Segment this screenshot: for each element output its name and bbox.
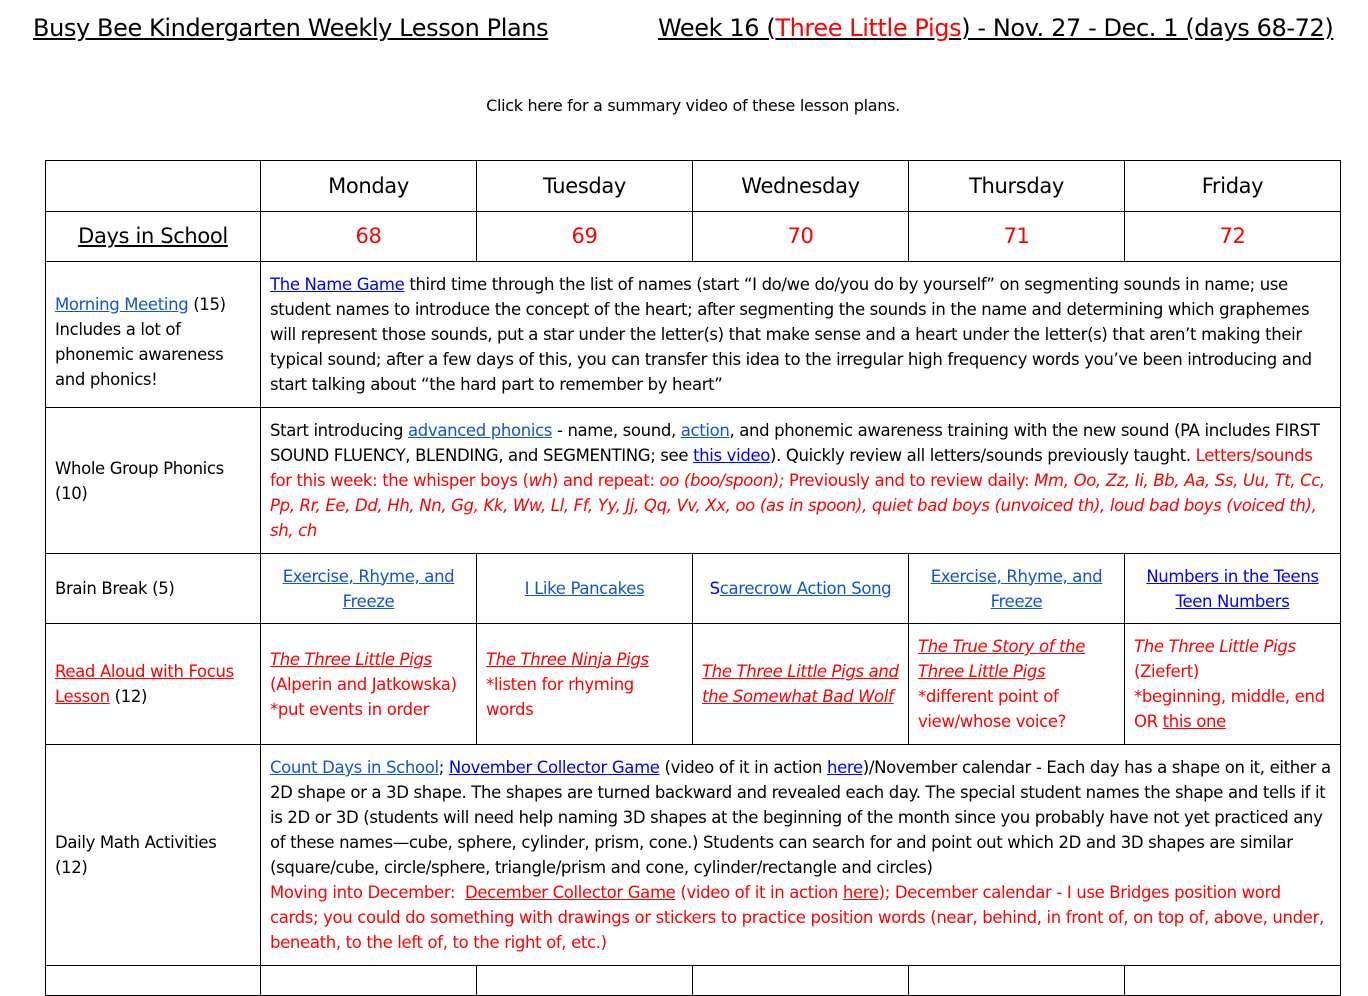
lesson-plan-table — [45, 160, 1341, 996]
next-row-cell — [261, 966, 477, 996]
days-in-school-row — [46, 212, 1341, 262]
focus-note — [1134, 684, 1331, 734]
day-header-tuesday: Tuesday — [477, 161, 693, 212]
this-one-link[interactable]: this one — [1162, 712, 1226, 731]
december-note — [270, 880, 1331, 955]
action-link[interactable]: action — [680, 421, 730, 440]
scarecrow-prefix: S — [709, 579, 720, 598]
i-like-pancakes-link[interactable]: I Like Pancakes — [524, 579, 645, 598]
next-row-cell — [46, 966, 261, 996]
day-header-monday: Monday — [261, 161, 477, 212]
day-count-tuesday: 69 — [477, 212, 693, 262]
math-text-1: (video of it in action — [659, 758, 827, 777]
read-aloud-row — [46, 624, 1341, 745]
day-header-thursday: Thursday — [909, 161, 1125, 212]
week-heading — [658, 14, 1333, 42]
phonics-text-4: ). Quickly review all letters/sounds previously taught. — [769, 446, 1196, 465]
read-aloud-tuesday — [477, 624, 693, 745]
repeat-text: ) and repeat: — [551, 471, 660, 490]
brain-break-monday — [261, 554, 477, 624]
numbers-in-teens-link[interactable]: Numbers in the Teens — [1146, 566, 1319, 586]
day-count-friday: 72 — [1125, 212, 1341, 262]
page-title: Busy Bee Kindergarten Weekly Lesson Plans — [33, 14, 549, 42]
corner-cell — [46, 161, 261, 212]
phonics-content — [261, 408, 1341, 554]
brain-break-label: Brain Break (5) — [46, 554, 261, 624]
somewhat-bad-wolf-link[interactable]: The Three Little Pigs and the Somewhat Bad Wolf — [702, 662, 899, 706]
december-collector-link[interactable]: December Collector Game — [464, 883, 676, 902]
scarecrow-action-song-link[interactable]: carecrow Action Song — [719, 579, 892, 598]
read-aloud-wednesday — [693, 624, 909, 745]
december-intro: Moving into December: — [270, 883, 465, 902]
advanced-phonics-link[interactable]: advanced phonics — [408, 421, 553, 440]
letters-text: Letters/sounds for this week: the whisper boys ( — [270, 446, 1313, 490]
brain-break-friday — [1125, 554, 1341, 624]
day-header-wednesday: Wednesday — [693, 161, 909, 212]
morning-meeting-text: third time through the list of names (start “I do/we do/you do by yourself” on segmenting sounds in name; use student names to introduce the concept of the heart; after segmenting the sounds in the name and determining which graphemes will represent those sounds, put a star under the letter(s) that make sense and a heart under the letter(s) that aren’t making their typical sound; after a few days of this, you can transfer this idea to the irregular high frequency words you’ve been introducing and start talking about “the hard part to remember by heart” — [270, 275, 1312, 394]
day-count-thursday: 71 — [909, 212, 1125, 262]
morning-meeting-label — [46, 262, 261, 408]
math-content — [261, 745, 1341, 966]
read-aloud-friday — [1125, 624, 1341, 745]
read-aloud-thursday — [909, 624, 1125, 745]
book-title: The Three Little Pigs — [1134, 637, 1296, 656]
brain-break-wednesday — [693, 554, 909, 624]
math-sep: ; — [438, 758, 449, 777]
phonics-text-2: - name, sound, — [552, 421, 681, 440]
exercise-rhyme-freeze-link[interactable]: Exercise, Rhyme, and Freeze — [282, 566, 455, 611]
book-author: (Alperin and Jatkowska) — [270, 674, 457, 694]
morning-meeting-content — [261, 262, 1341, 408]
december-text-2: ); December calendar - I use Bridges position word cards; you could do something with drawings or stickers to practice position words (near, behind, in front of, on top of, above, under, beneath, to the left of, to the right of, etc.) — [270, 883, 1324, 952]
day-header-row — [46, 161, 1341, 212]
next-row-cell — [477, 966, 693, 996]
read-aloud-link[interactable]: Read Aloud with Focus Lesson — [55, 662, 234, 706]
day-count-wednesday: 70 — [693, 212, 909, 262]
focus-text: *beginning, middle, end OR — [1134, 687, 1325, 731]
read-aloud-label — [46, 624, 261, 745]
week-suffix: ) - Nov. 27 - Dec. 1 (days 68-72) — [961, 14, 1334, 42]
focus-note: *different point of view/whose voice? — [918, 687, 1067, 731]
three-ninja-pigs-link[interactable]: The Three Ninja Pigs — [486, 649, 649, 669]
week-theme: Three Little Pigs — [775, 14, 962, 42]
next-row-cell — [1125, 966, 1341, 996]
december-video-here-link[interactable]: here — [842, 883, 879, 902]
true-story-link[interactable]: The True Story of the Three Little Pigs — [918, 637, 1086, 681]
november-video-here-link[interactable]: here — [826, 758, 863, 777]
repeat-sound: oo (boo/spoon); — [659, 471, 785, 490]
week-prefix: Week 16 ( — [658, 14, 776, 42]
december-text-1: (video of it in action — [675, 883, 843, 902]
review-text: Previously and to review daily: — [784, 471, 1035, 490]
summary-video-link[interactable]: Click here for a summary video of these lesson plans. — [486, 96, 900, 115]
brain-break-thursday — [909, 554, 1125, 624]
morning-meeting-link[interactable]: Morning Meeting — [55, 294, 189, 314]
next-row — [46, 966, 1341, 996]
phonics-text-1: Start introducing — [270, 421, 409, 440]
november-collector-link[interactable]: November Collector Game — [448, 758, 660, 777]
next-row-cell — [909, 966, 1125, 996]
three-little-pigs-link[interactable]: The Three Little Pigs — [270, 649, 432, 669]
brain-break-row — [46, 554, 1341, 624]
math-row — [46, 745, 1341, 966]
days-in-school-label[interactable]: Days in School — [46, 212, 261, 262]
math-text-2: )/November calendar - Each day has a shape on it, either a 2D shape or a 3D shape. The shapes are turned backward and revealed each day. The special student names the shape and tells if it is 2D or 3D (students will need help naming 3D shapes at the beginning of the month since you probably have not yet practiced any of these names—cube, sphere, cylinder, prism, cone.) Students can search for and point out which 2D and 3D shapes are similar (square/cube, circle/sphere, triangle/prism and cone, cylinder/rectangle and circles) — [270, 758, 1331, 877]
day-count-monday: 68 — [261, 212, 477, 262]
morning-meeting-note: Includes a lot of phonemic awareness and phonics! — [55, 319, 224, 389]
day-header-friday: Friday — [1125, 161, 1341, 212]
teen-numbers-link[interactable]: Teen Numbers — [1175, 591, 1290, 611]
this-video-link[interactable]: this video — [693, 446, 770, 465]
focus-note: *put events in order — [270, 699, 430, 719]
phonics-label: Whole Group Phonics (10) — [46, 408, 261, 554]
count-days-link[interactable]: Count Days in School — [270, 758, 439, 777]
phonics-row — [46, 408, 1341, 554]
read-aloud-monday — [261, 624, 477, 745]
book-author: (Ziefert) — [1134, 662, 1199, 681]
next-row-cell — [693, 966, 909, 996]
focus-note: *listen for rhyming words — [486, 674, 634, 719]
phonics-text-3: , and phonemic awareness training with the new sound (PA includes FIRST SOUND FLUENCY, BLENDING, and SEGMENTING; see — [270, 421, 1320, 465]
review-letters: Mm, Oo, Zz, Ii, Bb, Aa, Ss, Uu, Tt, Cc, Pp, Rr, Ee, Dd, Hh, Nn, Gg, Kk, Ww, Ll, Ff, Yy, Jj, Qq, Vv, Xx, oo (as in spoon), quiet bad boys (unvoiced th), loud bad boys (voiced th), sh, ch — [270, 471, 1325, 540]
name-game-link[interactable]: The Name Game — [270, 275, 405, 294]
exercise-rhyme-freeze-link-2[interactable]: Exercise, Rhyme, and Freeze — [930, 566, 1103, 611]
whisper-boys-sound: wh — [528, 471, 552, 490]
math-label: Daily Math Activities (12) — [46, 745, 261, 966]
brain-break-tuesday — [477, 554, 693, 624]
morning-meeting-minutes: (15) — [188, 294, 226, 314]
morning-meeting-row — [46, 262, 1341, 408]
read-aloud-minutes: (12) — [109, 687, 148, 706]
